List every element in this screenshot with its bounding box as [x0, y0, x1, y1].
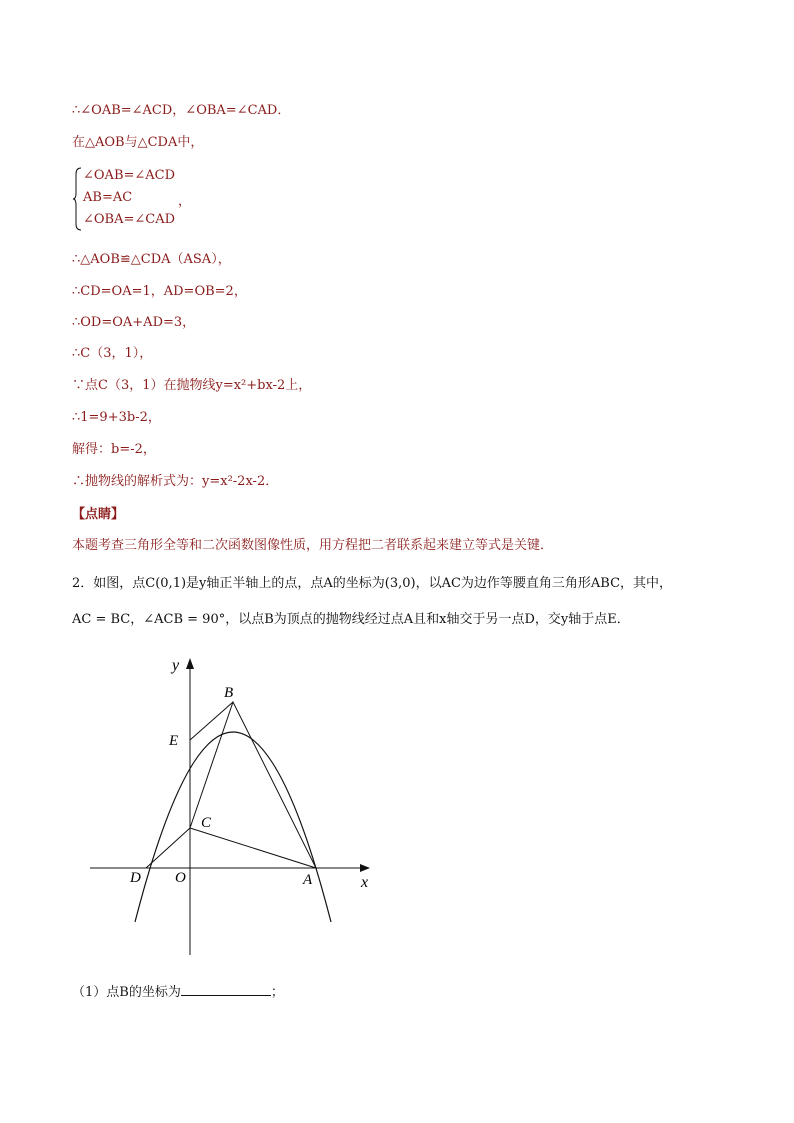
solution-line-4: ∴CD=OA=1，AD=OB=2，	[72, 284, 247, 299]
label-e: E	[169, 733, 179, 749]
parabola-figure	[80, 650, 390, 974]
solution-line-2: 在△AOB与△CDA中，	[72, 135, 204, 150]
system-eq-2: AB=AC	[83, 190, 133, 205]
label-a: A	[303, 872, 313, 888]
comment-text: 本题考查三角形全等和二次函数图像性质，用方程把二者联系起来建立等式是关键．	[72, 538, 554, 553]
answer-blank[interactable]	[181, 983, 271, 996]
label-b: B	[224, 685, 234, 701]
solution-line-8: ∴1=9+3b-2，	[72, 410, 161, 425]
problem-line-2: AC = BC，∠ACB = 90°，以点B为顶点的抛物线经过点A且和x轴交于另一点D，交y轴于点E．	[72, 612, 630, 627]
label-d: D	[130, 870, 141, 886]
solution-line-3: ∴△AOB≌△CDA（ASA），	[72, 252, 231, 267]
solution-line-6: ∴C（3，1），	[72, 346, 153, 361]
solution-line-5: ∴OD=OA+AD=3，	[72, 315, 196, 330]
label-c: C	[201, 815, 212, 831]
solution-line-7: ∵点C（3，1）在抛物线y=x²+bx-2上，	[72, 378, 312, 393]
label-o: O	[175, 870, 186, 886]
label-y: y	[172, 657, 180, 674]
system-eq-3: ∠OBA=∠CAD	[83, 212, 176, 227]
system-eq-1: ∠OAB=∠ACD	[83, 168, 176, 183]
segment-dc	[146, 828, 190, 868]
label-x: x	[361, 874, 369, 891]
solution-line-9: 解得：b=-2，	[72, 442, 156, 457]
triangle-abc	[190, 702, 316, 868]
problem-line-1: 2．如图，点C(0,1)是y轴正半轴上的点，点A的坐标为(3,0)，以AC为边作等腰直角三角形ABC，其中，	[72, 576, 673, 591]
parabola	[135, 732, 331, 922]
x-axis-arrow	[360, 864, 370, 872]
question-1-suffix: ；	[270, 985, 284, 1000]
question-1-prefix: （1）点B的坐标为	[72, 985, 181, 1000]
system-comma: ，	[178, 194, 192, 209]
solution-line-10: ∴抛物线的解析式为：y=x²-2x-2．	[72, 474, 279, 489]
y-axis-arrow	[186, 658, 194, 669]
solution-line-1: ∴∠OAB=∠ACD，∠OBA=∠CAD．	[72, 103, 291, 118]
question-1	[72, 983, 284, 1002]
comment-heading: 【点睛】	[72, 507, 125, 522]
figure-svg	[80, 650, 390, 970]
